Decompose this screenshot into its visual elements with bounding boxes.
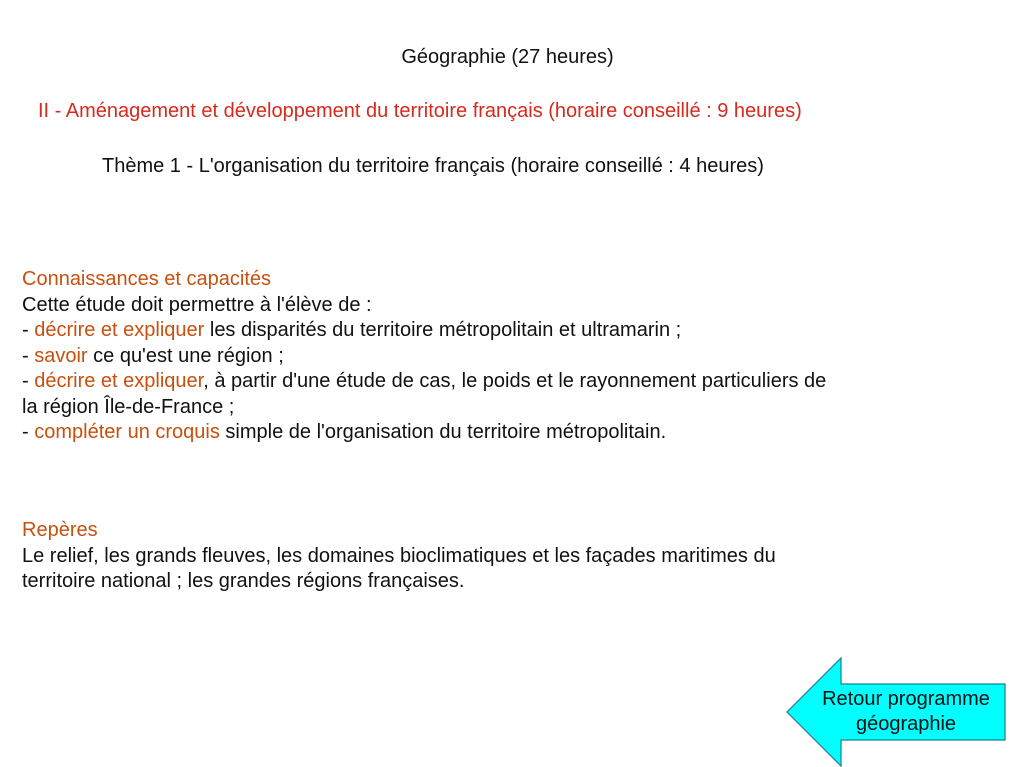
- reperes-text-line: Le relief, les grands fleuves, les domaines bioclimatiques et les façades maritimes du: [22, 544, 776, 567]
- item-dash: -: [22, 319, 35, 341]
- item-dash: -: [22, 421, 35, 443]
- knowledge-item: [22, 344, 972, 370]
- knowledge-heading: Connaissances et capacités: [22, 268, 272, 290]
- knowledge-item: [22, 420, 972, 446]
- back-label-line: géographie: [855, 713, 957, 735]
- section-title: II - Aménagement et développement du territoire français (horaire conseillé : 9 heures): [38, 100, 802, 122]
- item-verb: décrire et expliquer: [34, 319, 205, 341]
- item-text: , à partir d'une étude de cas, le poids et le rayonnement particuliers de: [203, 370, 827, 392]
- back-button-label: [806, 687, 1006, 737]
- knowledge-item: [22, 318, 972, 344]
- item-verb: décrire et expliquer: [34, 370, 204, 392]
- back-to-program-button[interactable]: [786, 657, 1006, 767]
- reperes-block: [22, 518, 972, 595]
- item-verb: savoir: [34, 344, 88, 367]
- item-verb: compléter un croquis: [34, 421, 220, 443]
- knowledge-intro: Cette étude doit permettre à l'élève de :: [22, 293, 372, 316]
- back-label-line: Retour programme: [822, 688, 990, 710]
- item-text: ce qu'est une région ;: [87, 344, 284, 367]
- theme-title: Thème 1 - L'organisation du territoire français (horaire conseillé : 4 heures): [102, 155, 764, 177]
- item-dash: -: [22, 344, 35, 367]
- knowledge-item: [22, 369, 972, 395]
- knowledge-item-continuation: la région Île-de-France ;: [22, 395, 235, 418]
- item-text: les disparités du territoire métropolitain et ultramarin ;: [204, 319, 682, 341]
- item-text: simple de l'organisation du territoire métropolitain.: [219, 421, 667, 443]
- knowledge-block: [22, 267, 972, 446]
- reperes-heading: Repères: [22, 519, 98, 541]
- item-dash: -: [22, 370, 35, 392]
- reperes-text-line: territoire national ; les grandes régions françaises.: [22, 570, 465, 592]
- page-title: Géographie (27 heures): [401, 46, 614, 68]
